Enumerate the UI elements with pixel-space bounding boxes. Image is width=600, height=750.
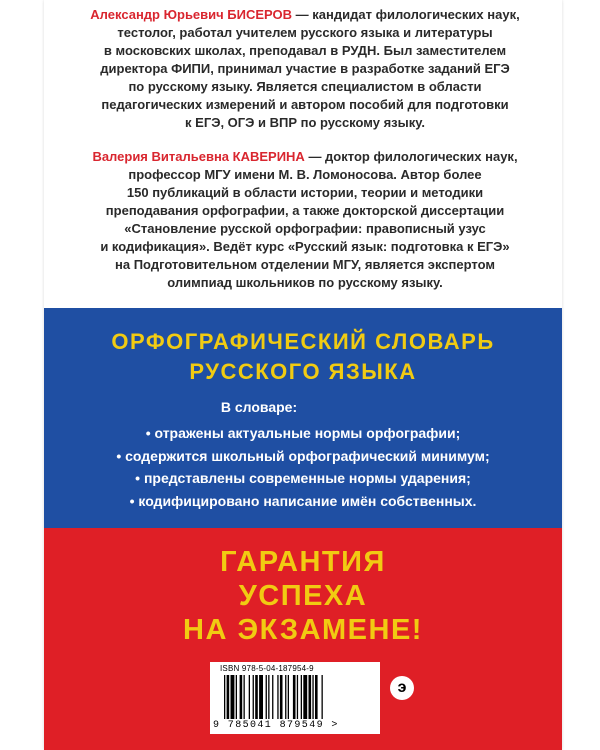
bio-line: по русскому языку. Является специалистом в области [128,79,482,94]
barcode-stripe [266,675,267,719]
publisher-logo-glyph: э [397,679,407,696]
feature-item: • представлены современные нормы ударения; [135,470,471,486]
barcode-stripe [288,675,289,719]
barcode-stripe [322,675,323,719]
barcode-stripe [249,675,250,719]
author-name-biserov: Александр Юрьевич БИСЕРОВ [90,7,293,22]
bio-line: «Становление русской орфографии: правописный узус [124,221,486,236]
slogan-line: ГАРАНТИЯ [220,546,386,578]
barcode-stripe [303,675,307,719]
blue-title-band [44,308,562,528]
barcode-stripe [312,675,313,719]
barcode-stripe [272,675,273,719]
bio-line: преподавания орфографии, а также докторской диссертации [105,203,505,218]
barcode-stripe [301,675,302,719]
barcode-stripe [240,675,243,719]
barcode-stripe [297,675,298,719]
bio-line: профессор МГУ имени М. В. Ломоносова. Автор более [128,167,482,182]
features-heading: В словаре: [220,399,298,415]
bio-line: — кандидат филологических наук, [292,7,520,22]
barcode-stripe [280,675,283,719]
author-name-kaverina: Валерия Витальевна КАВЕРИНА [92,149,305,164]
barcode-bars-icon [222,675,370,719]
barcode-stripe [253,675,254,719]
barcode-stripe [309,675,312,719]
bio-line: олимпиад школьников по русскому языку. [167,275,443,290]
isbn-label: ISBN 978-5-04-187954-9 [220,664,314,673]
author-bio-kaverina [70,148,540,292]
book-title [44,327,562,387]
bio-line: в московских школах, преподавал в РУДН. Был заместителем [103,43,507,58]
book-back-cover [44,0,562,750]
book-title-line2: РУССКОГО ЯЗЫКА [189,359,417,384]
slogan-line: НА ЭКЗАМЕНЕ! [183,614,423,646]
bio-line: — доктор филологических наук, [304,149,518,164]
barcode-stripe [315,675,318,719]
bio-line: тестолог, работал учителем русского языка и литературы [117,25,493,40]
features-list [44,422,562,512]
barcode-stripe [268,675,269,719]
bio-line: педагогических измерений и автором пособий для подготовки [101,97,509,112]
bio-line: 150 публикаций в области истории, теории и методики [126,185,484,200]
barcode-stripe [244,675,245,719]
feature-item: • кодифицировано написание имён собственных. [129,492,477,509]
feature-item: • отражены актуальные нормы орфографии; [145,425,461,441]
bio-line: директора ФИПИ, принимал участие в разработке заданий ЕГЭ [100,61,510,76]
barcode-stripe [259,675,263,719]
barcode-stripe [255,675,258,719]
barcode-stripe [277,675,278,719]
bio-line: на Подготовительном отделении МГУ, является экспертом [115,257,495,272]
ean-digits: 9 785041 879549 > [213,720,339,731]
slogan [44,545,562,647]
feature-item: • содержится школьный орфографический минимум; [116,447,490,464]
barcode-stripe [224,675,225,719]
barcode-stripe [285,675,286,719]
author-bio-biserov [70,6,540,132]
barcode-stripe [227,675,230,719]
red-slogan-band [44,528,562,750]
barcode-stripe [231,675,235,719]
bio-line: к ЕГЭ, ОГЭ и ВПР по русскому языку. [185,115,425,130]
book-title-line1: ОРФОГРАФИЧЕСКИЙ СЛОВАРЬ [111,329,495,354]
barcode-stripe [293,675,296,719]
publisher-logo-icon [390,676,414,700]
barcode-stripe [236,675,237,719]
bio-line: и кодификация». Ведёт курс «Русский язык: подготовка к ЕГЭ» [100,239,510,254]
barcode-panel [210,662,380,734]
slogan-line: УСПЕХА [238,580,368,612]
